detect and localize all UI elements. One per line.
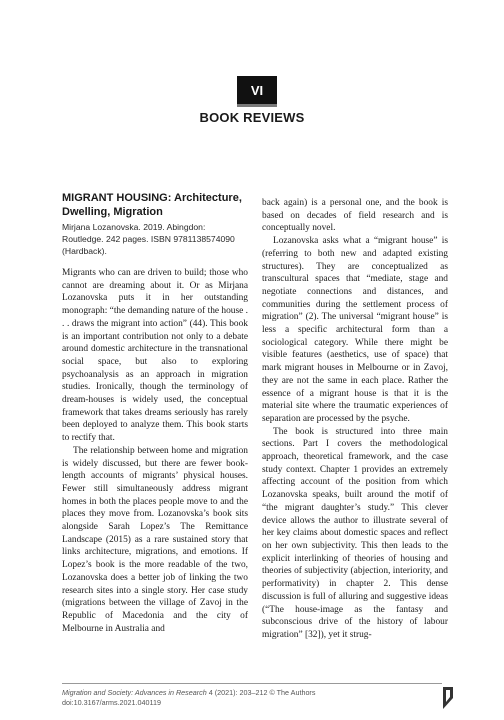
review-citation: Mirjana Lozanovska. 2019. Abingdon: Routledge. 242 pages. ISBN 9781138574090 (Hardback). — [62, 222, 235, 256]
footer-divider — [62, 683, 442, 684]
doi: doi:10.3167/arms.2021.040119 — [62, 698, 161, 707]
paragraph: The book is structured into three main sections. Part I covers the methodological approach, theoretical framework, and the case study context. Chapter 1 provides an extremely affecting account of the position from which Lozanovska speaks, built around the motif of “the migrant daughter’s study.” This clever device allows the author to illustrate several of her key claims about domestic spaces and reflect on her own subjectivity. This then leads to the explicit interlinking of theories of housing and theories of subjectivity (abjection, interiority, and performativity) in chapter 2. This dense discussion is full of alluring and suggestive ideas (“The house-image as the fantasy and subconscious drive of the history of labour migration” [32]), yet it strug- — [262, 426, 448, 640]
paragraph: Migrants who can are driven to build; those who cannot are dreaming about it. Or as Mirjana Lozanovska puts it in her outstanding monograph: “the demanding nature of the house . . . draws the migrant into action” (44). This book is an important contribution not only to a debate around domestic architecture in the transnational social space, but also to exploring psychoanalysis as an approach in migration studies. Ironically, though the terminology of dream-houses is widely used, the conceptual framework that takes dreams seriously has rarely been deployed to analyze them. This book starts to rectify that. — [62, 268, 248, 444]
volume-pages: 4 (2021): 203–212 © The Authors — [206, 688, 316, 697]
section-number-badge — [237, 76, 277, 107]
paragraph: The relationship between home and migration is widely discussed, but there are fewer book-length accounts of migrants’ physical houses. Fewer still simultaneously address migrant homes in both the places people move to and the places they move from. Lozanovska’s book sits alongside Sarah Lopez’s The Remittance Landscape (2015) as a rare sustained story that links architecture, migrations, and emotions. If Lopez’s book is the more readable of the two, Lozanovska does a better job of linking the two research sites into a single story. Her case study (migrations between the village of Zavoj in the Republic of Macedonia and the city of Melbourne in Australia and — [62, 445, 248, 634]
paragraph: Lozanovska asks what a “migrant house” is (referring to both new and adapted existing structures). They are conceptualized as transcultural spaces that “mediate, stage and negotiate connections and distances, and communities during the settlement process of migration” (2). The universal “migrant house” is less a specific architectural form than a sociological category. While there might be visible features (aesthetics, use of space) that mark migrant houses in Melbourne or in Zavoj, they are not the same in each place. Rather the essence of a migrant house is that it is the material site where the traumatic experiences of separation are processed by the psyche. — [262, 236, 448, 424]
page-footer — [62, 688, 315, 708]
publisher-logo-icon — [440, 686, 456, 710]
review-title: MIGRANT HOUSING: Architecture, Dwelling, Migration — [62, 192, 242, 218]
paragraph: back again) is a personal one, and the book is based on decades of field research and is conceptually novel. — [262, 198, 448, 234]
left-column — [62, 192, 248, 635]
section-title: BOOK REVIEWS — [199, 110, 305, 125]
right-column — [262, 197, 448, 642]
journal-name: Migration and Society: Advances in Research — [62, 688, 207, 697]
section-number: VI — [250, 82, 264, 98]
